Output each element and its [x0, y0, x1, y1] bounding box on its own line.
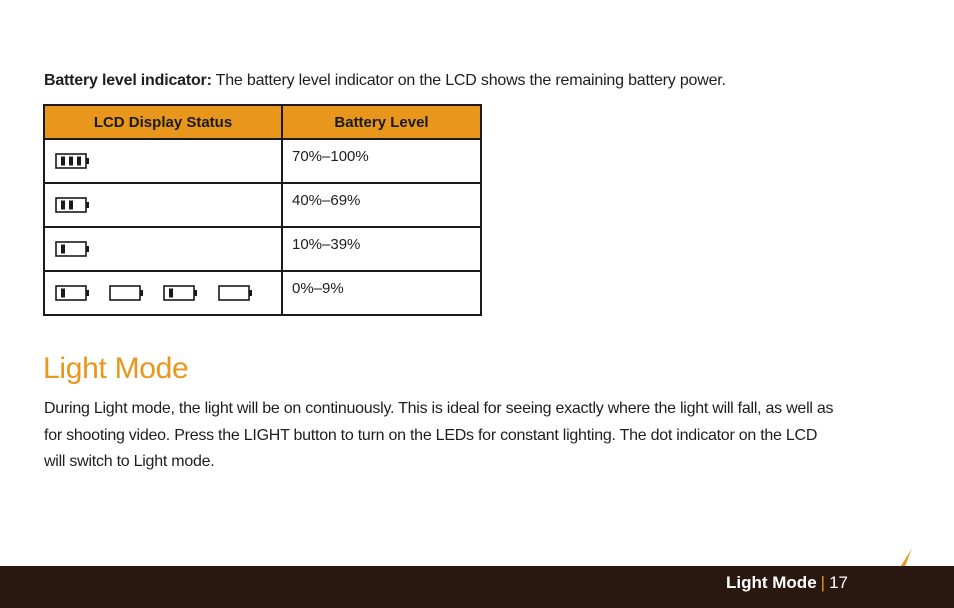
status-cell — [44, 183, 282, 227]
battery-2-bars-icon — [54, 196, 92, 214]
footer-label — [726, 573, 848, 593]
status-cell — [44, 227, 282, 271]
battery-empty-icon — [108, 284, 146, 302]
footer-separator: | — [820, 573, 826, 592]
battery-3-bars-icon — [54, 152, 92, 170]
section-title: Light Mode — [43, 352, 189, 385]
level-cell: 70%–100% — [282, 139, 481, 183]
footer-section: Light Mode — [726, 573, 817, 592]
level-cell: 40%–69% — [282, 183, 481, 227]
level-cell: 10%–39% — [282, 227, 481, 271]
table-row — [44, 139, 481, 183]
header-battery-level: Battery Level — [282, 105, 481, 139]
battery-intro — [44, 70, 904, 92]
battery-1-bar-icon — [54, 284, 92, 302]
battery-level-table — [43, 104, 482, 316]
footer-accent-swoosh — [0, 548, 954, 568]
intro-text: The battery level indicator on the LCD shows the remaining battery power. — [211, 72, 726, 89]
level-cell: 0%–9% — [282, 271, 481, 315]
status-cell — [44, 271, 282, 315]
table-header-row — [44, 105, 481, 139]
table-row — [44, 271, 481, 315]
header-lcd-status: LCD Display Status — [44, 105, 282, 139]
battery-1-bar-icon — [54, 240, 92, 258]
intro-label: Battery level indicator: — [44, 72, 212, 89]
table-row — [44, 227, 481, 271]
status-cell — [44, 139, 282, 183]
section-body: During Light mode, the light will be on continuously. This is ideal for seeing exactly where the light will fall, as well as for shooting video. Press the LIGHT button to turn on the LEDs for constant lighting. The dot indicator on the LCD will switch to Light mode. — [44, 400, 834, 470]
page-number: 17 — [829, 573, 848, 592]
table-row — [44, 183, 481, 227]
battery-empty-icon — [217, 284, 255, 302]
battery-1-bar-icon — [162, 284, 200, 302]
